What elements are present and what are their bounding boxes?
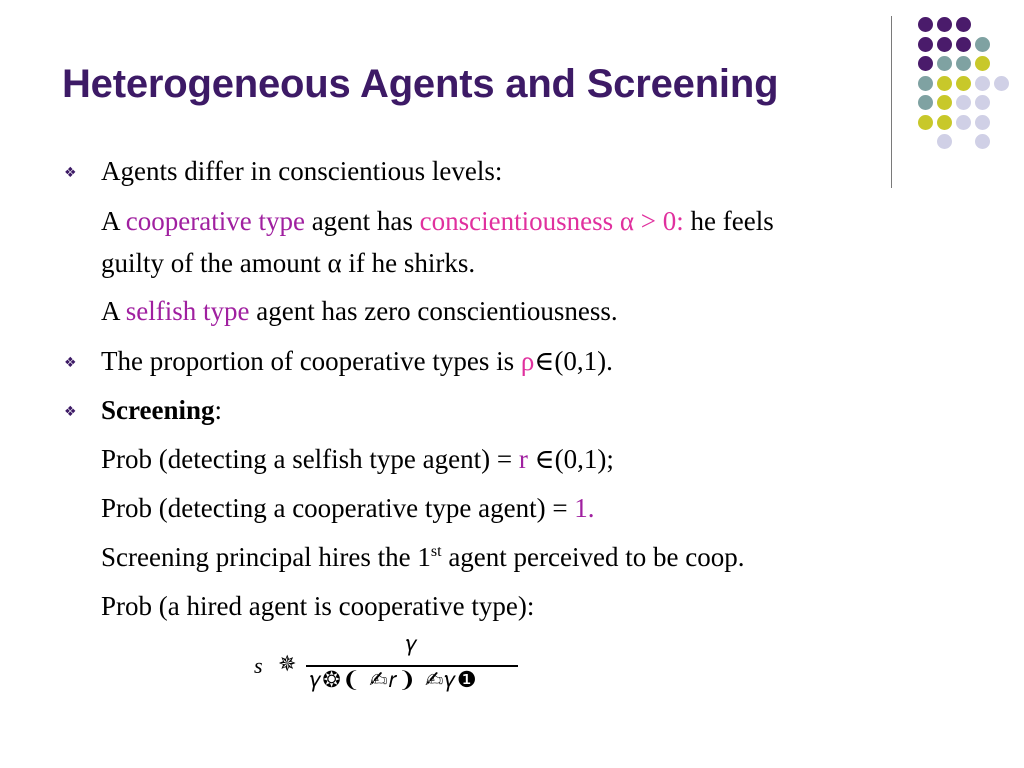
decorative-dot: [918, 76, 933, 91]
prob-hired-line: Prob (a hired agent is cooperative type):: [101, 591, 535, 621]
decorative-dot: [975, 56, 990, 71]
decorative-dot: [975, 134, 990, 149]
prob-selfish-line: Prob (detecting a selfish type agent) = r ∈(0,1);: [101, 444, 614, 474]
bullet-agents-differ: Agents differ in conscientious levels:: [101, 156, 503, 186]
decorative-dot: [918, 95, 933, 110]
diamond-bullet-icon: ❖: [64, 355, 77, 371]
formula-numerator: 𝛾: [406, 632, 418, 657]
decorative-dot: [937, 37, 952, 52]
bullet-proportion: The proportion of cooperative types is ρ∈(0,1).: [101, 346, 613, 376]
decorative-dot: [975, 95, 990, 110]
diamond-bullet-icon: ❖: [64, 165, 77, 181]
term-conscientiousness: conscientiousness α > 0:: [419, 206, 684, 236]
formula-denominator: 𝛾❂❨ ✍𝑟❩ ✍𝛾❶: [310, 668, 478, 693]
decorative-dot: [956, 76, 971, 91]
decorative-dot: [994, 76, 1009, 91]
term-cooperative-type: cooperative type: [125, 206, 305, 236]
decorative-dot: [937, 76, 952, 91]
hires-first-line: Screening principal hires the 1st agent perceived to be coop.: [101, 542, 745, 572]
symbol-rho: ρ: [520, 346, 535, 376]
decorative-dot: [956, 95, 971, 110]
decorative-dot: [918, 17, 933, 32]
cooperative-type-line-continued: guilty of the amount α if he shirks.: [101, 248, 476, 278]
decorative-dot: [937, 17, 952, 32]
term-selfish-type: selfish type: [125, 296, 250, 326]
selfish-type-line: A selfish type agent has zero conscientiousness.: [101, 296, 618, 326]
decorative-dot: [937, 115, 952, 130]
title-divider: [891, 16, 892, 188]
decorative-dot: [956, 56, 971, 71]
decorative-dot: [956, 37, 971, 52]
fraction-bar: [306, 665, 518, 667]
decorative-dot: [956, 115, 971, 130]
decorative-dot: [956, 17, 971, 32]
decorative-dot: [937, 134, 952, 149]
decorative-dot: [975, 37, 990, 52]
decorative-dot: [937, 95, 952, 110]
value-one: 1.: [574, 493, 595, 523]
formula-lhs: s: [254, 653, 263, 678]
decorative-dot: [918, 37, 933, 52]
decorative-dot: [937, 56, 952, 71]
decorative-dot: [918, 56, 933, 71]
diamond-bullet-icon: ❖: [64, 404, 77, 420]
decorative-dot: [975, 76, 990, 91]
slide-title: Heterogeneous Agents and Screening: [62, 62, 779, 106]
decorative-dot: [975, 115, 990, 130]
cooperative-type-line: A cooperative type agent has conscientiousness α > 0: he feels: [101, 206, 774, 236]
symbol-r: r: [518, 444, 528, 474]
formula-equals: ✵: [278, 652, 297, 677]
decorative-dot: [918, 115, 933, 130]
prob-cooperative-line: Prob (detecting a cooperative type agent) = 1.: [101, 493, 595, 523]
bullet-screening: Screening:: [101, 395, 223, 425]
screening-formula: [254, 632, 544, 700]
